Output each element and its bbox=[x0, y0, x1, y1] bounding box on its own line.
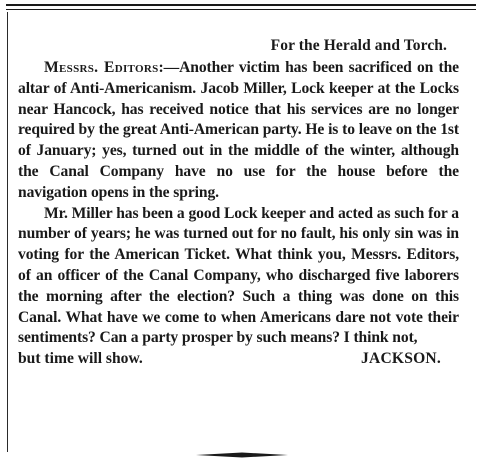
top-rule-thin bbox=[6, 9, 476, 10]
paragraph-1 bbox=[18, 58, 459, 204]
paragraph-2: Mr. Miller has been a good Lock keeper and acted as such for a number of years; he was turned out for no fault, his only sin was in voting for the American Ticket. What think you, Messrs. Editors, of an officer of the Canal Company, who discharged five laborers the morning after the election? Such a thing was done on this Canal. What have we come to when Americans dare not vote their sentiments? Can a party prosper by such means? I think not, bbox=[18, 204, 459, 347]
closing-line bbox=[18, 349, 459, 370]
bottom-ornament-rule bbox=[196, 452, 288, 458]
column-border bbox=[7, 12, 8, 452]
signature: JACKSON. bbox=[360, 350, 441, 368]
byline: For the Herald and Torch. bbox=[270, 37, 447, 54]
closing-text: but time will show. bbox=[18, 350, 143, 368]
top-rule-thick bbox=[6, 4, 476, 6]
salutation: Messrs. Editors bbox=[44, 59, 159, 76]
newspaper-article bbox=[18, 36, 459, 370]
paragraph-1-text: :—Another victim has been sacrificed on the altar of Anti-Americanism. Jacob Miller, Lock keeper at the Locks near Hancock, has received notice that his services are no longer required by the great Anti-American party. He is to leave on the 1st of January; yes, turned out in the middle of the winter, although the Canal Company have no use for the house before the navigation opens in the spring. bbox=[18, 59, 460, 201]
